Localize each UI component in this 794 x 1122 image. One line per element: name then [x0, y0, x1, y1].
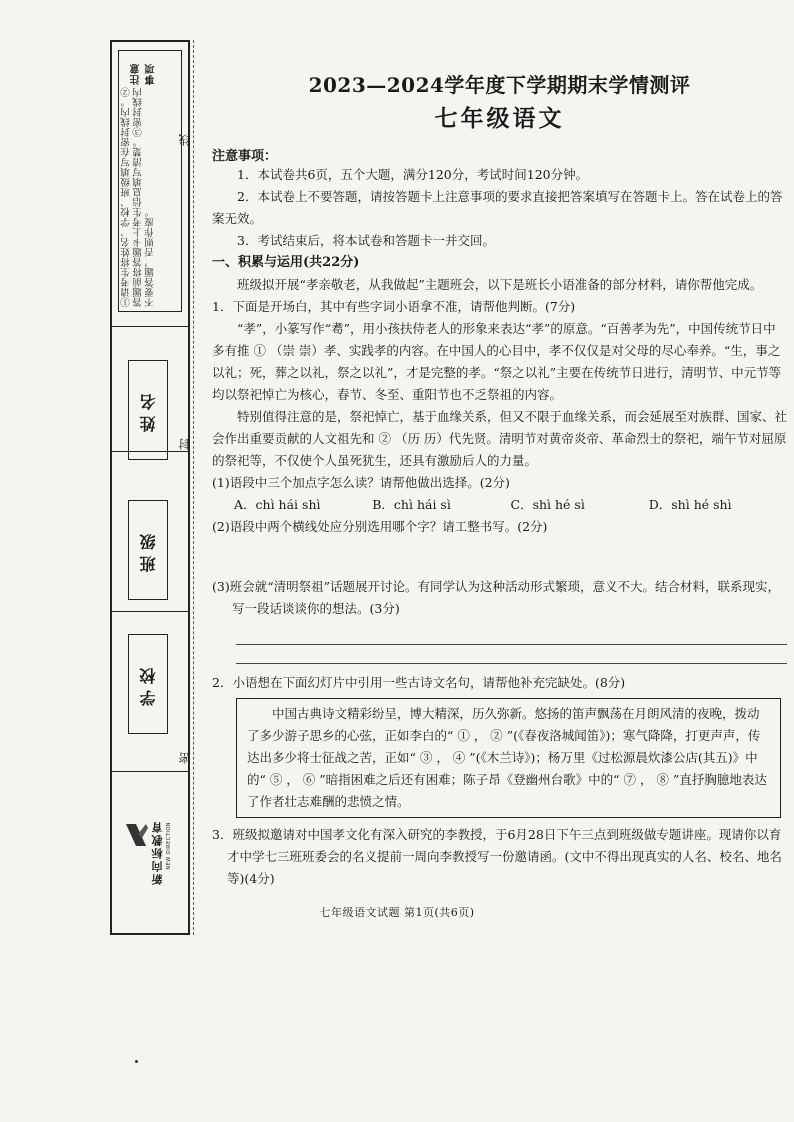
option-b[interactable]: B．chì hái sì	[372, 497, 451, 512]
section-1-intro: 班级拟开展“孝亲敬老，从我做起”主题班会，以下是班长小语准备的部分材料，请你帮他完成。	[237, 277, 763, 292]
question-1-sub-1: (1)语段中三个加点字怎么读？请帮他做出选择。(2分)	[212, 475, 510, 490]
binding-notice-title: 注意事项	[131, 63, 157, 85]
exam-title: 2023—2024学年度下学期期末学情测评	[308, 73, 691, 97]
brand-logo	[124, 820, 176, 900]
school-field[interactable]	[112, 612, 188, 772]
option-a[interactable]: A．chì hái shì	[234, 497, 321, 512]
binding-notice-text: ①请考生将姓名、学校、班级填写在密封线内。②答题前将答题卡上考生信息填写清楚。③密封线内不要答题，否则作废。	[121, 87, 156, 307]
notice-item-1: 1．本试卷共6页，五个大题，满分120分，考试时间120分钟。	[237, 167, 589, 182]
cut-mark-top: 线	[178, 134, 192, 146]
answer-line-1[interactable]	[236, 620, 787, 645]
option-d[interactable]: D．shì hé shì	[648, 497, 732, 512]
notice-label: 注意事项：	[212, 149, 278, 164]
class-field[interactable]	[112, 452, 188, 612]
exam-content	[212, 70, 787, 890]
binding-strip	[110, 40, 190, 935]
question-1-sub-2: (2)语段中两个横线处应分别选用哪个字？请工整书写。(2分)	[212, 519, 548, 534]
question-3-stem: 3．班级拟邀请对中国孝文化有深入研究的李教授，于6月28日下午三点到班级做专题讲座。现请你以育才中学七三班班委会的名义提前一周向李教授写一份邀请函。(文中不得出现真实的人名、校名、地名等)(4分)	[212, 827, 782, 886]
question-1-passage-1: “孝”，小篆写作“耈”，用小孩扶侍老人的形象来表达“孝”的原意。“百善孝为先”，中国传统节日中多有推 ① （崇 崇）孝、实践孝的内容。在中国人的心目中，孝不仅仅是对父母的尽心奉养。“生，事之以礼；死，葬之以礼，祭之以礼”，才是完整的孝。“祭之以礼”主要在传统节日进行，清明节、中元节等均以祭祀悼亡为核心，春节、冬至、重阳节也不乏祭祖的内容。	[212, 321, 782, 402]
question-1-options	[212, 494, 787, 516]
slide-text-box	[236, 698, 781, 818]
name-label: 姓名	[138, 388, 158, 432]
option-c[interactable]: C．shì hé sì	[510, 497, 585, 512]
page-footer: 七年级语文试题 第1页(共6页)	[319, 906, 475, 919]
exam-subject: 七年级语文	[434, 105, 565, 132]
question-2-stem: 2．小语想在下面幻灯片中引用一些古诗文名句，请帮他补充完缺处。(8分)	[212, 675, 626, 690]
cut-mark-middle: 封	[178, 438, 192, 450]
question-1-sub-3: (3)班会就“清明祭祖”话题展开讨论。有同学认为这种活动形式繁琐，意义不大。结合材料，联系现实，写一段话谈谈你的想法。(3分)	[212, 579, 780, 616]
section-1-title: 一、积累与运用(共22分)	[212, 255, 360, 270]
question-1-passage-2: 特别值得注意的是，祭祀悼亡，基于血缘关系，但又不限于血缘关系，而会延展至对族群、国家、社会作出重要贡献的人文祖先和 ② （历 历）代先贤。清明节对黄帝炎帝、革命烈士的祭祀，端午节对屈原的祭祀等，不仅使个人虽死犹生，还具有激励后人的力量。	[212, 409, 788, 468]
logo-mark-icon	[124, 820, 150, 850]
slide-text: 中国古典诗文精彩纷呈，博大精深，历久弥新。悠扬的笛声飘荡在月朗风清的夜晚，拨动了多少游子思乡的心弦，正如李白的“ ① ， ② ”(《春夜洛城闻笛》)；寒气降降，打更声声，传达出多少将士征战之苦，正如“ ③ ， ④ ”(《木兰诗》)；杨万里《过松源晨炊漆公店(其五)》中的“ ⑤ ， ⑥ ”暗指困难之后还有困难；陈子昂《登幽州台歌》中的“ ⑦ ， ⑧ ”直抒胸臆地表达了作者壮志难酬的悲愤之情。	[247, 706, 767, 809]
notice-item-3: 3．考试结束后，将本试卷和答题卡一并交回。	[237, 233, 495, 248]
logo-name: 新向标教育	[151, 820, 164, 885]
answer-line-2[interactable]	[236, 645, 787, 664]
scan-speck	[135, 1060, 138, 1063]
logo-sub: NEW DIRECTION	[166, 822, 172, 870]
school-label: 学校	[138, 662, 158, 706]
name-field[interactable]	[112, 327, 188, 452]
answer-space-sub-2[interactable]	[212, 538, 787, 576]
notice-item-2: 2．本试卷上不要答题，请按答题卡上注意事项的要求直接把答案填写在答题卡上。答在试卷上的答案无效。	[212, 189, 783, 226]
binding-cell	[112, 42, 188, 327]
seal-cut-line	[193, 40, 194, 935]
cut-mark-bottom: 密	[178, 752, 192, 764]
class-label: 班级	[138, 528, 158, 572]
question-1-stem: 1．下面是开场白，其中有些字词小语拿不准，请帮他判断。(7分)	[212, 299, 576, 314]
